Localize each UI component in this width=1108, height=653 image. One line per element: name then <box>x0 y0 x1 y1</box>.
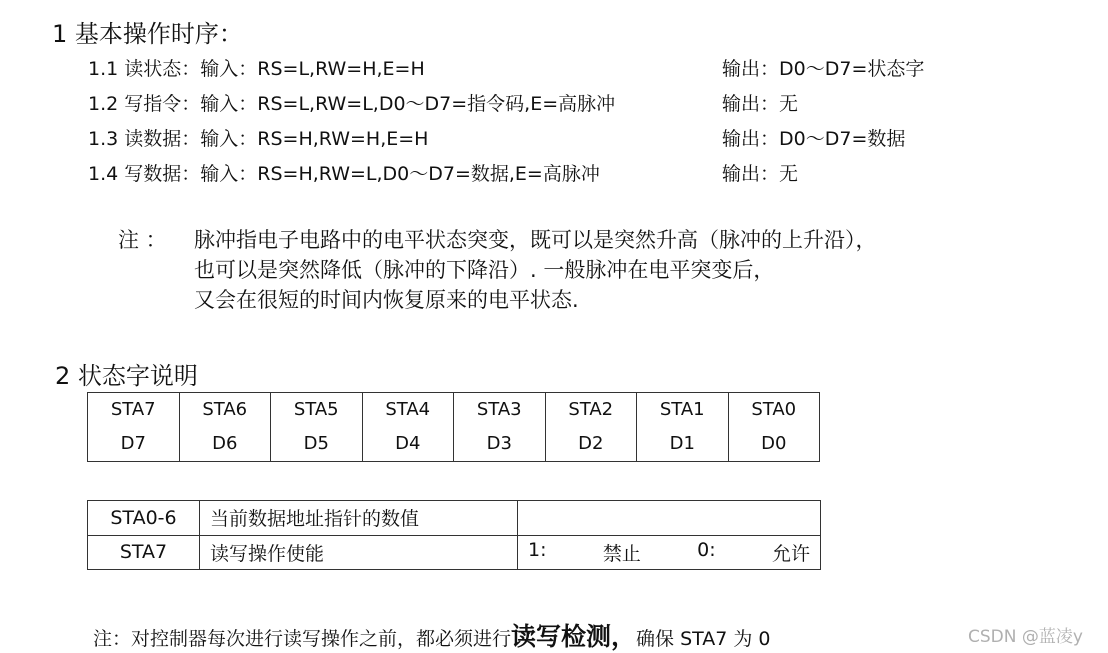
bit-cell-sta0 <box>728 393 820 462</box>
bit-sta-label: STA6 <box>202 399 248 420</box>
section2-title: 2 状态字说明 <box>55 362 198 390</box>
value-row <box>528 539 810 566</box>
bit-d-label: D7 <box>120 433 146 454</box>
bit-d-label: D0 <box>761 433 787 454</box>
bit-sta-label: STA1 <box>659 399 705 420</box>
csdn-watermark: CSDN @蓝凌y <box>968 627 1083 647</box>
bit-sta-label: STA5 <box>293 399 339 420</box>
bit-d-label: D6 <box>212 433 238 454</box>
desc-value-cell <box>518 535 821 570</box>
note-line-1: 脉冲指电子电路中的电平状态突变，既可以是突然升高（脉冲的上升沿）， <box>194 228 877 252</box>
op-output-read-status: 输出：D0～D7=状态字 <box>722 58 925 80</box>
bit-cell-sta2 <box>545 393 637 462</box>
op-label-read-data: 1.3 读数据：输入：RS=H,RW=H,E=H <box>88 128 429 150</box>
bit-cell-sta3 <box>454 393 546 462</box>
note-line-3: 又会在很短的时间内恢复原来的电平状态. <box>194 288 579 312</box>
bit-cell-sta5 <box>271 393 363 462</box>
op-label-read-status: 1.1 读状态：输入：RS=L,RW=H,E=H <box>88 58 425 80</box>
bit-sta-label: STA2 <box>568 399 614 420</box>
bottom-note-emphasis: 读写检测， <box>511 622 637 651</box>
desc-name-cell: STA0-6 <box>88 501 200 536</box>
bit-cell-sta7 <box>88 393 180 462</box>
bit-d-label: D4 <box>395 433 421 454</box>
desc-row-sta7 <box>88 535 821 570</box>
bit-sta-label: STA3 <box>476 399 522 420</box>
op-output-write-command: 输出：无 <box>722 93 799 115</box>
value-1-key: 1: <box>528 538 547 561</box>
status-desc-table <box>87 500 821 570</box>
op-label-write-data: 1.4 写数据：输入：RS=H,RW=L,D0～D7=数据,E=高脉冲 <box>88 163 600 185</box>
op-output-read-data: 输出：D0～D7=数据 <box>722 128 906 150</box>
status-bits-row <box>88 393 820 462</box>
desc-value-cell <box>518 501 821 536</box>
bit-sta-label: STA0 <box>751 399 797 420</box>
desc-meaning-cell: 当前数据地址指针的数值 <box>200 501 518 536</box>
bit-sta-label: STA4 <box>385 399 431 420</box>
bit-cell-sta6 <box>179 393 271 462</box>
bottom-note-prefix: 注：对控制器每次进行读写操作之前，都必须进行 <box>93 628 512 650</box>
bottom-note-suffix: 确保 STA7 为 0 <box>636 628 771 650</box>
bit-d-label: D2 <box>578 433 604 454</box>
bit-d-label: D1 <box>669 433 695 454</box>
bit-cell-sta1 <box>637 393 729 462</box>
bit-d-label: D3 <box>486 433 512 454</box>
value-0-key: 0: <box>697 538 716 561</box>
value-0-text: 允许 <box>771 542 810 565</box>
note-line-2: 也可以是突然降低（脉冲的下降沿）. 一般脉冲在电平突变后， <box>194 258 775 282</box>
bottom-note <box>93 617 771 653</box>
bit-cell-sta4 <box>362 393 454 462</box>
status-bits-table <box>87 392 820 462</box>
desc-row-sta0-6 <box>88 501 821 536</box>
bit-sta-label: STA7 <box>110 399 156 420</box>
op-output-write-data: 输出：无 <box>722 163 799 185</box>
desc-meaning-cell: 读写操作使能 <box>200 535 518 570</box>
note-label: 注 ： <box>118 228 167 252</box>
desc-name-cell: STA7 <box>88 535 200 570</box>
bit-d-label: D5 <box>303 433 329 454</box>
value-1-text: 禁止 <box>602 542 641 565</box>
section1-title: 1 基本操作时序： <box>52 20 243 48</box>
op-label-write-command: 1.2 写指令：输入：RS=L,RW=L,D0～D7=指令码,E=高脉冲 <box>88 93 616 115</box>
